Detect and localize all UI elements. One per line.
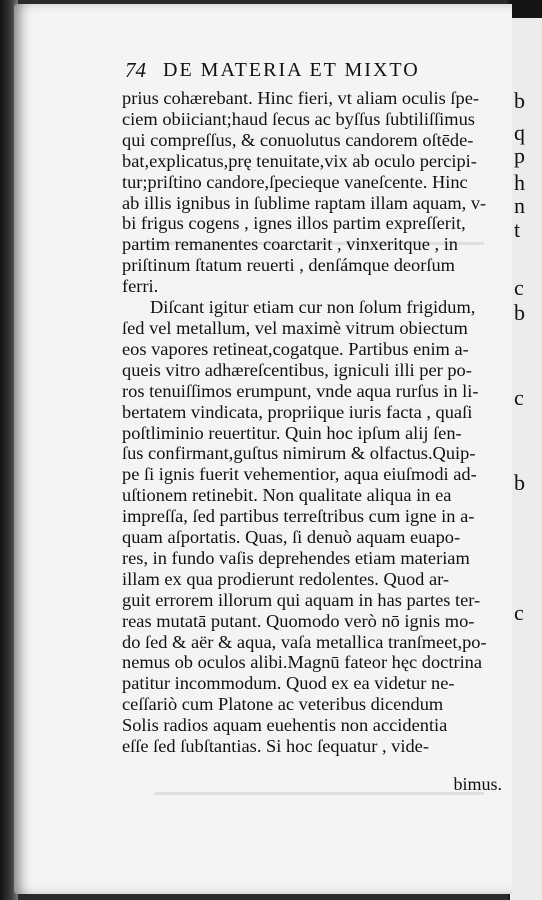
- adjacent-page-letter: b: [514, 470, 525, 495]
- text-line: nemus ob oculos alibi.Magnū fateor hęc doctrina: [122, 652, 483, 673]
- text-line-paragraph-start: Diſcant igitur etiam cur non ſolum frigidum,: [150, 297, 476, 318]
- body-text: [122, 88, 498, 757]
- text-line: illam ex qua prodierunt redolentes. Quod ar-: [122, 568, 449, 589]
- text-line: queis vitro adhæreſcentibus, igniculi illi per po-: [122, 359, 472, 380]
- adjacent-page-dark-corner: [510, 0, 542, 18]
- text-line: quam aſportatis. Quas, ſi denuò aquam euapo-: [122, 527, 461, 548]
- text-line: ferri.: [122, 276, 159, 297]
- adjacent-page-letter: h: [514, 170, 525, 195]
- adjacent-page-letter: n: [514, 193, 525, 218]
- text-line: reas mutatā putant. Quomodo verò nō ignis mo-: [122, 610, 475, 631]
- text-line: priſtinum ſtatum reuerti , denſámque deorſum: [122, 255, 455, 276]
- text-line: ceſſariò cum Platone ac veteribus dicendum: [122, 694, 444, 715]
- text-line: uſtionem retinebit. Non qualitate aliqua in ea: [122, 485, 452, 506]
- text-line: tur;priſtino candore,ſpecieque vaneſcente. Hinc: [122, 171, 468, 192]
- text-line: patitur incommodum. Quod ex ea videtur ne-: [122, 673, 455, 694]
- text-line: res, in fundo vaſis deprehendes etiam materiam: [122, 547, 470, 568]
- text-line: pe ſi ignis fuerit vehementior, aqua eiuſmodi ad-: [122, 464, 477, 485]
- adjacent-page-letter: c: [514, 385, 524, 410]
- text-line: do ſed & aër & aqua, vaſa metallica tranſmeet,po-: [122, 631, 487, 652]
- text-line: prius cohærebant. Hinc fieri, vt aliam oculis ſpe-: [122, 88, 479, 108]
- text-line: ciem obiiciant;haud ſecus ac byſſus ſubtiliſſimus: [122, 108, 475, 129]
- text-line: eos vapores retineat,cogatque. Partibus enim a-: [122, 338, 469, 359]
- adjacent-page-letter: b: [514, 88, 525, 113]
- adjacent-page-letter: c: [514, 275, 524, 300]
- show-through-line: [154, 792, 484, 795]
- text-line: bat,explicatus,prę tenuitate,vix ab oculo percipi-: [122, 150, 477, 171]
- adjacent-page-letter: c: [514, 600, 524, 625]
- adjacent-page-letter: b: [514, 300, 525, 325]
- adjacent-page-edge: [508, 0, 542, 900]
- text-line: ſed vel metallum, vel maximè vitrum obiectum: [122, 317, 468, 338]
- text-line: guit errorem illorum qui aquam in has partes ter-: [122, 589, 481, 610]
- text-line: eſſe ſed ſubſtantias. Si hoc ſequatur , vide-: [122, 736, 429, 757]
- text-line: partim remanentes coarctarit , vinxeritque , in: [122, 234, 459, 255]
- adjacent-page-letter: q: [514, 120, 525, 145]
- running-head: [125, 58, 505, 88]
- adjacent-page-letter: t: [514, 217, 521, 242]
- text-line: impreſſa, ſed partibus terreſtribus cum igne in a-: [122, 506, 475, 527]
- text-line: ab illis ignibus in ſublime raptam illam aquam, v-: [122, 192, 487, 213]
- text-line: ſus confirmant,guſtus nimirum & olfactus.Quip-: [122, 443, 476, 464]
- adjacent-page-letter: p: [514, 143, 525, 168]
- page-number: 74: [125, 58, 146, 82]
- text-line: bi frigus cogens , ignes illos partim expreſſerit,: [122, 213, 466, 234]
- text-line: ros tenuiſſimos erumpunt, vnde aqua rurſus in li-: [122, 380, 479, 401]
- text-line: poſtliminio reuertitur. Quin hoc ipſum alij ſen-: [122, 422, 462, 443]
- text-line: Solis radios aquam euehentis non accidentia: [122, 715, 448, 736]
- text-line: bertatem vindicata, propriique iuris facta , quaſi: [122, 401, 473, 422]
- running-title: DE MATERIA ET MIXTO: [163, 59, 420, 81]
- catchword: bimus.: [453, 774, 502, 794]
- text-line: qui compreſſus, & conuolutus candorem oſtēde-: [122, 129, 474, 150]
